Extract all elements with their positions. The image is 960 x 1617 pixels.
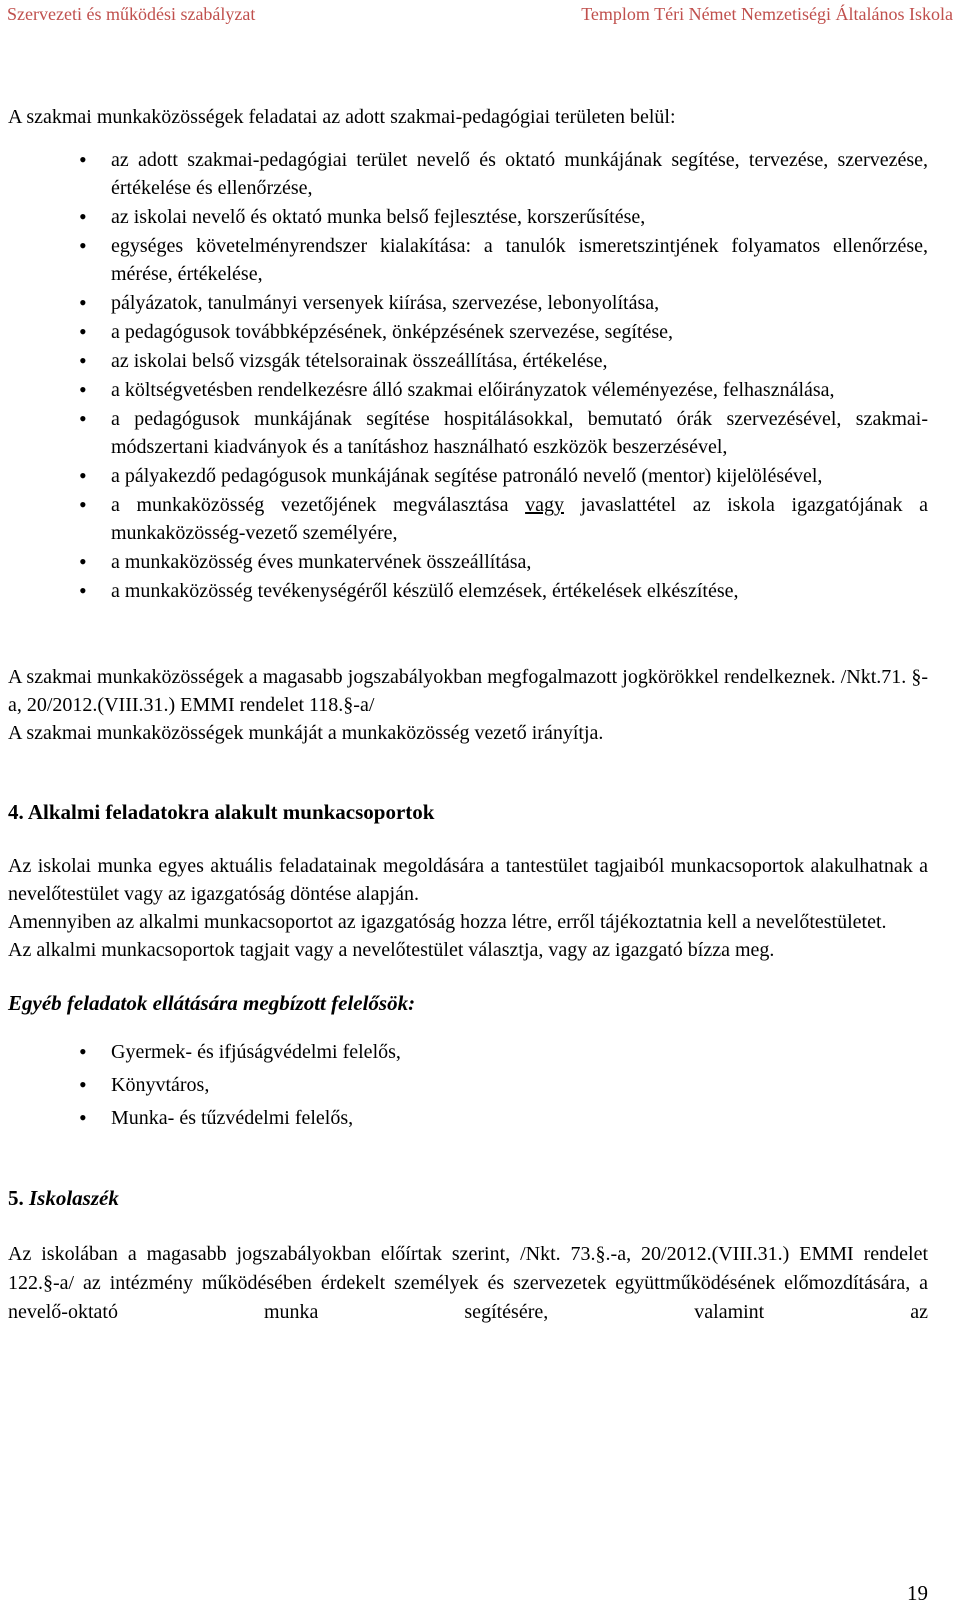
section-number: 5. xyxy=(8,1186,24,1210)
list-item: • az iskolai belső vizsgák tételsorainak összeállítása, értékelése, xyxy=(8,347,928,375)
list-item: • Gyermek- és ifjúságvédelmi felelős, xyxy=(8,1038,928,1066)
paragraph: Az iskolai munka egyes aktuális feladatainak megoldására a tantestület tagjaiból munkacsoportok alakulhatnak a nevelőtestület vagy az igazgatóság döntése alapján. xyxy=(8,855,928,905)
paragraph: Az iskolában a magasabb jogszabályokban előírtak szerint, /Nkt. 73.§.-a, 20/2012.(VIII.31.) EMMI rendelet 122.§-a/ az intézmény működésében érdekelt személyek és szervezetek együttműködésének előmozdítására, a nevelő-oktató munka segítésére, valamint az xyxy=(8,1243,928,1323)
responsibles-heading: Egyéb feladatok ellátására megbízott felelősök: xyxy=(8,991,416,1015)
responsibles-list xyxy=(8,1038,928,1132)
header-school-name: Templom Téri Német Nemzetiségi Általános Iskola xyxy=(581,4,953,24)
list-item-text: javaslattétel az iskola igazgatójának a munkaközösség-vezető személyére, xyxy=(111,494,928,544)
section-heading: 4. Alkalmi feladatokra alakult munkacsoportok xyxy=(8,800,435,824)
section-body xyxy=(8,1240,928,1327)
list-item-text: a munkaközösség vezetőjének megválasztása xyxy=(111,494,526,516)
list-item: • pályázatok, tanulmányi versenyek kiírása, szervezése, lebonyolítása, xyxy=(8,289,928,317)
list-item: • a pedagógusok továbbképzésének, önképzésének szervezése, segítése, xyxy=(8,318,928,346)
tasks-intro: A szakmai munkaközösségek feladatai az adott szakmai-pedagógiai területen belül: xyxy=(8,106,676,128)
list-item: • a költségvetésben rendelkezésre álló szakmai előirányzatok véleményezése, felhasználása, xyxy=(8,376,928,404)
list-item: • a pedagógusok munkájának segítése hospitálásokkal, bemutató órák szervezésével, szakmai-módszertani kiadványok és a tanításhoz használható eszközök beszerzésével, xyxy=(8,405,928,461)
section-title: Iskolaszék xyxy=(29,1186,119,1210)
list-item: • az iskolai nevelő és oktató munka belső fejlesztése, korszerűsítése, xyxy=(8,203,928,231)
leadership-text: A szakmai munkaközösségek munkáját a munkaközösség vezető irányítja. xyxy=(8,722,604,744)
page-content xyxy=(8,103,928,1327)
list-item: • Könyvtáros, xyxy=(8,1071,928,1099)
paragraph: Amennyiben az alkalmi munkacsoportot az igazgatóság hozza létre, erről tájékoztatnia kell a nevelőtestületet. xyxy=(8,911,887,933)
page-header xyxy=(7,0,953,38)
list-item xyxy=(8,491,928,547)
list-item: • Munka- és tűzvédelmi felelős, xyxy=(8,1104,928,1132)
competence-text: A szakmai munkaközösségek a magasabb jogszabályokban megfogalmazott jogkörökkel rendelkeznek. /Nkt.71. §-a, 20/2012.(VIII.31.) EMMI rendelet 118.§-a/ xyxy=(8,666,928,716)
paragraph: Az alkalmi munkacsoportok tagjait vagy a nevelőtestület választja, vagy az igazgató bízza meg. xyxy=(8,939,775,961)
list-item: • a pályakezdő pedagógusok munkájának segítése patronáló nevelő (mentor) kijelölésével, xyxy=(8,462,928,490)
underlined-word: vagy xyxy=(525,494,564,516)
page-number: 19 xyxy=(907,1581,928,1605)
list-item: • a munkaközösség éves munkatervének összeállítása, xyxy=(8,548,928,576)
list-item: • a munkaközösség tevékenységéről készülő elemzések, értékelések elkészítése, xyxy=(8,577,928,605)
list-item: • az adott szakmai-pedagógiai terület nevelő és oktató munkájának segítése, tervezése, szervezése, értékelése és ellenőrzése, xyxy=(8,146,928,202)
competence-paragraph xyxy=(8,663,928,747)
section-body xyxy=(8,852,928,964)
tasks-list xyxy=(8,146,928,605)
section-heading xyxy=(8,1183,928,1213)
header-document-title: Szervezeti és működési szabályzat xyxy=(7,4,256,24)
list-item: • egységes követelményrendszer kialakítása: a tanulók ismeretszintjének folyamatos ellenőrzése, mérése, értékelése, xyxy=(8,232,928,288)
